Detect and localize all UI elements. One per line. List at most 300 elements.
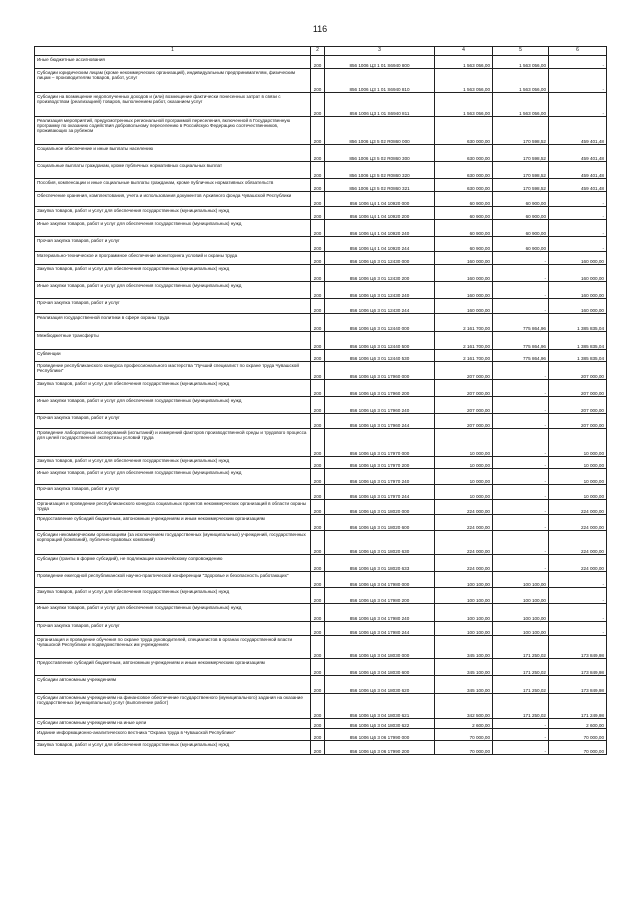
row-approved-cell: 345 100,00 [435,636,493,659]
row-line-code-cell: 200 [311,469,325,485]
table-row [35,531,607,555]
row-line-code-cell: 200 [311,515,325,531]
row-line-code-cell: 200 [311,636,325,659]
row-remaining-cell: - [549,56,607,69]
table-row [35,117,607,145]
row-name-cell [35,282,311,299]
row-executed-cell: 60 900,00 [493,192,549,207]
row-approved-cell: 2 161 700,00 [435,350,493,362]
row-line-code-cell: 200 [311,397,325,414]
column-header-6: 6 [549,47,607,56]
table-row [35,220,607,237]
row-name-cell [35,469,311,485]
row-line-code-cell: 200 [311,414,325,429]
row-budget-code-cell: 856 1006 Ц6 3 01 18020 000 [325,500,435,515]
row-executed-cell: - [493,380,549,397]
row-approved-cell: 10 000,00 [435,485,493,500]
row-remaining-cell: - [549,588,607,604]
row-executed-cell: 100 100,00 [493,604,549,622]
row-executed-cell: 775 864,96 [493,332,549,350]
row-name-cell [35,192,311,207]
table-row [35,332,607,350]
table-row [35,162,607,179]
row-executed-cell: - [493,397,549,414]
row-budget-code-cell: 856 1006 Ц6 3 01 18020 630 [325,531,435,555]
row-remaining-cell: - [549,69,607,93]
table-row [35,636,607,659]
row-name-text: Реализация государственной политики в сфере охраны труда [37,315,170,320]
row-budget-code-cell: 856 1006 Ц6 3 04 17980 240 [325,604,435,622]
row-name-text: Субвенции [37,351,61,356]
row-name-cell [35,555,311,572]
table-body [35,56,607,755]
row-line-code-cell: 200 [311,500,325,515]
row-name-cell [35,729,311,741]
table-row [35,93,607,117]
column-header-4: 4 [435,47,493,56]
row-remaining-cell: 171 249,98 [549,694,607,719]
row-executed-cell: - [493,252,549,265]
row-name-cell [35,397,311,414]
row-executed-cell: 170 598,52 [493,179,549,192]
row-name-cell [35,350,311,362]
row-line-code-cell: 200 [311,145,325,162]
row-remaining-cell: 173 849,98 [549,659,607,676]
row-approved-cell: 207 000,00 [435,362,493,380]
row-name-text: Организация и проведение обучения по охране труда руководителей, специалистов в органах государственной власти Чувашской Республики и подведомственных им учреждениях [37,637,293,648]
row-name-text: Субсидии некоммерческим организациям (за исключением государственных (муниципальных) учреждений, государственных корпораций (компаний), публично-правовых компаний) [37,532,306,543]
row-name-text: Прочая закупка товаров, работ и услуг [37,486,120,491]
row-executed-cell: - [493,299,549,314]
row-line-code-cell: 200 [311,676,325,694]
table-row [35,314,607,332]
row-line-code-cell: 200 [311,252,325,265]
row-name-text: Предоставление субсидий бюджетным, автономным учреждениям и иным некоммерческим организациям [37,516,265,521]
row-line-code-cell: 200 [311,192,325,207]
table-row [35,265,607,282]
budget-execution-table [34,46,607,755]
row-approved-cell: 2 600,00 [435,719,493,729]
row-budget-code-cell: 856 1006 Ц4 1 04 10920 200 [325,207,435,220]
row-executed-cell: - [493,729,549,741]
column-header-2: 2 [311,47,325,56]
row-executed-cell: 1 563 056,00 [493,56,549,69]
column-header-5: 5 [493,47,549,56]
row-name-text: Субсидии автономным учреждениям на иные цели [37,720,147,725]
row-line-code-cell: 200 [311,457,325,469]
row-name-text: Проведение республиканского конкурса профессионального мастерства "Лучший специалист по охране труда Чувашской Республики" [37,363,299,374]
row-remaining-cell: 173 849,98 [549,676,607,694]
row-line-code-cell: 200 [311,265,325,282]
row-budget-code-cell: 856 1006 Ц3 5 02 R0860 000 [325,117,435,145]
row-executed-cell: - [493,555,549,572]
row-budget-code-cell: 856 1006 Ц4 1 04 10920 240 [325,220,435,237]
row-budget-code-cell: 856 1006 Ц4 1 04 10920 000 [325,192,435,207]
row-name-cell [35,207,311,220]
row-remaining-cell: - [549,192,607,207]
table-row [35,588,607,604]
row-name-cell [35,694,311,719]
row-name-text: Иные закупки товаров, работ и услуг для обеспечения государственных (муниципальных) нужд [37,398,242,403]
row-name-text: Материально-техническое и программное обеспечение мониторинга условий и охраны труда [37,253,238,258]
row-name-text: Обеспечение хранения, комплектования, учета и использования документов Архивного фонда Чувашской Республики [37,193,292,198]
row-remaining-cell: 1 385 835,04 [549,350,607,362]
row-name-text: Закупка товаров, работ и услуг для обеспечения государственных (муниципальных) нужд [37,208,230,213]
row-budget-code-cell: 856 1006 Ц6 3 04 17980 000 [325,572,435,588]
row-remaining-cell: 459 401,48 [549,179,607,192]
row-name-text: Социальное обеспечение и иные выплаты населению [37,146,154,151]
row-remaining-cell: - [549,93,607,117]
row-executed-cell: 170 598,52 [493,117,549,145]
row-remaining-cell: 207 000,00 [549,397,607,414]
row-approved-cell: 60 900,00 [435,192,493,207]
row-approved-cell: 224 000,00 [435,531,493,555]
row-budget-code-cell: 856 1006 Ц6 3 01 12440 500 [325,332,435,350]
row-name-text: Иные закупки товаров, работ и услуг для обеспечения государственных (муниципальных) нужд [37,605,242,610]
row-name-text: Социальные выплаты гражданам, кроме публичных нормативных социальных выплат [37,163,223,168]
row-budget-code-cell: 856 1006 Ц6 3 01 12430 244 [325,299,435,314]
row-executed-cell: 775 864,96 [493,350,549,362]
row-remaining-cell: 10 000,00 [549,485,607,500]
table-row [35,237,607,252]
row-name-cell [35,588,311,604]
row-name-cell [35,719,311,729]
row-remaining-cell: 207 000,00 [549,362,607,380]
table-row [35,676,607,694]
row-remaining-cell: 2 600,00 [549,719,607,729]
table-row [35,145,607,162]
row-budget-code-cell: 856 1006 Ц4 1 04 10920 244 [325,237,435,252]
row-name-text: Закупка товаров, работ и услуг для обеспечения государственных (муниципальных) нужд [37,458,230,463]
row-name-cell [35,145,311,162]
row-budget-code-cell: 856 1006 Ц6 3 04 18030 000 [325,636,435,659]
row-line-code-cell: 200 [311,117,325,145]
row-remaining-cell: 173 849,98 [549,636,607,659]
row-line-code-cell: 200 [311,531,325,555]
row-approved-cell: 10 000,00 [435,457,493,469]
row-name-cell [35,515,311,531]
row-executed-cell: - [493,429,549,457]
row-approved-cell: 1 563 056,00 [435,69,493,93]
row-remaining-cell: - [549,604,607,622]
row-approved-cell: 70 000,00 [435,741,493,755]
row-name-cell [35,332,311,350]
row-budget-code-cell: 856 1006 Ц6 3 01 18020 600 [325,515,435,531]
table-row [35,362,607,380]
row-budget-code-cell: 856 1006 Ц6 3 01 12430 000 [325,252,435,265]
table-row [35,500,607,515]
table-row [35,555,607,572]
row-approved-cell: 207 000,00 [435,414,493,429]
row-budget-code-cell: 856 1006 Ц6 3 04 18030 622 [325,719,435,729]
table-row [35,192,607,207]
table-row [35,414,607,429]
row-name-text: Иные бюджетные ассигнования [37,57,105,62]
row-budget-code-cell: 856 1006 Ц6 3 04 17980 200 [325,588,435,604]
row-name-cell [35,252,311,265]
table-row [35,179,607,192]
row-name-text: Прочая закупка товаров, работ и услуг [37,238,120,243]
row-remaining-cell: 1 385 835,04 [549,314,607,332]
table-row [35,719,607,729]
row-line-code-cell: 200 [311,659,325,676]
row-name-text: Субсидии (гранты в форме субсидий), не подлежащие казначейскому сопровождению [37,556,223,561]
row-remaining-cell: 160 000,00 [549,282,607,299]
row-budget-code-cell: 856 1006 Ц6 3 06 17990 200 [325,741,435,755]
row-line-code-cell: 200 [311,572,325,588]
row-line-code-cell: 200 [311,179,325,192]
row-approved-cell: 630 000,00 [435,145,493,162]
row-name-cell [35,380,311,397]
row-name-cell [35,741,311,755]
row-line-code-cell: 200 [311,694,325,719]
table-row [35,741,607,755]
row-name-text: Субсидии автономным учреждениям на финансовое обеспечение государственного (муниципального) задания на оказание государственных (муниципальных) услуг (выполнение работ) [37,695,303,706]
table-row [35,207,607,220]
row-executed-cell: 100 100,00 [493,572,549,588]
row-executed-cell: 170 598,52 [493,162,549,179]
row-remaining-cell: 224 000,00 [549,515,607,531]
row-approved-cell: 160 000,00 [435,299,493,314]
row-name-text: Предоставление субсидий бюджетным, автономным учреждениям и иным некоммерческим организациям [37,660,265,665]
row-remaining-cell: - [549,622,607,636]
row-remaining-cell: 1 385 835,04 [549,332,607,350]
row-budget-code-cell: 856 1006 Ц6 3 04 18030 621 [325,694,435,719]
row-approved-cell: 207 000,00 [435,397,493,414]
row-executed-cell: 60 900,00 [493,237,549,252]
table-row [35,622,607,636]
row-executed-cell: 60 900,00 [493,220,549,237]
row-name-text: Прочая закупка товаров, работ и услуг [37,415,120,420]
table-row [35,429,607,457]
row-approved-cell: 70 000,00 [435,729,493,741]
row-remaining-cell: 459 401,48 [549,162,607,179]
row-remaining-cell: - [549,572,607,588]
row-budget-code-cell: 856 1006 Ц6 3 04 17980 244 [325,622,435,636]
table-row [35,572,607,588]
row-budget-code-cell: 856 1006 Ц3 1 01 S6940 800 [325,56,435,69]
row-name-cell [35,314,311,332]
row-name-cell [35,179,311,192]
row-name-text: Пособия, компенсации и иные социальные выплаты гражданам, кроме публичных нормативных обязательств [37,180,274,185]
table-row [35,56,607,69]
row-approved-cell: 224 000,00 [435,555,493,572]
row-budget-code-cell: 856 1006 Ц6 3 01 17970 240 [325,469,435,485]
row-line-code-cell: 200 [311,237,325,252]
row-approved-cell: 160 000,00 [435,265,493,282]
row-approved-cell: 160 000,00 [435,252,493,265]
row-approved-cell: 100 100,00 [435,588,493,604]
row-line-code-cell: 200 [311,207,325,220]
row-name-cell [35,531,311,555]
row-approved-cell: 10 000,00 [435,429,493,457]
row-line-code-cell: 200 [311,314,325,332]
row-approved-cell: 345 100,00 [435,659,493,676]
row-approved-cell: 2 161 700,00 [435,332,493,350]
row-approved-cell: 160 000,00 [435,282,493,299]
row-name-text: Реализация мероприятий, предусмотренных региональной программой переселения, включенной в Государственную программу по оказанию содействия добровольному переселению в Российскую Федерацию соотечественников, проживающих за рубежом [37,118,291,134]
row-name-cell [35,604,311,622]
table-row [35,515,607,531]
row-approved-cell: 224 000,00 [435,500,493,515]
row-remaining-cell: 10 000,00 [549,469,607,485]
table-row [35,69,607,93]
row-budget-code-cell: 856 1006 Ц6 3 01 12440 000 [325,314,435,332]
row-executed-cell: - [493,741,549,755]
row-name-text: Субсидии на возмещение недополученных доходов и (или) возмещение фактически понесенных затрат в связи с производством (реализацией) товаров, выполнением работ, оказанием услуг [37,94,281,105]
row-name-cell [35,676,311,694]
row-name-cell [35,56,311,69]
row-executed-cell: - [493,265,549,282]
row-name-text: Закупка товаров, работ и услуг для обеспечения государственных (муниципальных) нужд [37,381,230,386]
row-executed-cell: - [493,485,549,500]
row-remaining-cell: 10 000,00 [549,457,607,469]
row-approved-cell: 100 100,00 [435,622,493,636]
column-header-1: 1 [35,47,311,56]
row-executed-cell: 100 100,00 [493,622,549,636]
row-line-code-cell: 200 [311,56,325,69]
row-name-text: Закупка товаров, работ и услуг для обеспечения государственных (муниципальных) нужд [37,266,230,271]
row-executed-cell: - [493,719,549,729]
row-executed-cell: - [493,469,549,485]
row-budget-code-cell: 856 1006 Ц3 5 02 R0860 300 [325,145,435,162]
row-line-code-cell: 200 [311,93,325,117]
table-row [35,397,607,414]
row-approved-cell: 630 000,00 [435,179,493,192]
row-line-code-cell: 200 [311,588,325,604]
column-header-3: 3 [325,47,435,56]
row-budget-code-cell: 856 1006 Ц6 3 01 12430 240 [325,282,435,299]
row-approved-cell: 10 000,00 [435,469,493,485]
row-line-code-cell: 200 [311,622,325,636]
row-executed-cell: 60 900,00 [493,207,549,220]
row-remaining-cell: 224 000,00 [549,555,607,572]
row-executed-cell: - [493,515,549,531]
row-line-code-cell: 200 [311,719,325,729]
column-number-row [35,47,607,56]
row-line-code-cell: 200 [311,69,325,93]
row-budget-code-cell: 856 1006 Ц3 1 01 S6940 811 [325,93,435,117]
row-executed-cell: 171 250,02 [493,694,549,719]
row-approved-cell: 100 100,00 [435,572,493,588]
row-executed-cell: - [493,457,549,469]
row-approved-cell: 60 900,00 [435,207,493,220]
row-name-text: Межбюджетные трансферты [37,333,99,338]
row-approved-cell: 345 100,00 [435,676,493,694]
row-name-cell [35,485,311,500]
row-budget-code-cell: 856 1006 Ц6 3 01 17960 200 [325,380,435,397]
row-executed-cell: 170 598,52 [493,145,549,162]
row-name-text: Проведение ежегодной республиканской научно-практической конференции "Здоровье и безопасность работающих" [37,573,289,578]
row-approved-cell: 1 563 056,00 [435,93,493,117]
row-approved-cell: 60 900,00 [435,220,493,237]
row-name-text: Издание информационно-аналитического вестника "Охрана труда в Чувашской Республике" [37,730,236,735]
row-budget-code-cell: 856 1006 Ц6 3 01 17970 000 [325,429,435,457]
row-name-cell [35,220,311,237]
row-remaining-cell: - [549,207,607,220]
row-name-cell [35,117,311,145]
row-remaining-cell: 224 000,00 [549,531,607,555]
row-remaining-cell: - [549,220,607,237]
row-remaining-cell: 160 000,00 [549,299,607,314]
row-remaining-cell: 207 000,00 [549,414,607,429]
row-name-cell [35,429,311,457]
row-approved-cell: 224 000,00 [435,515,493,531]
row-budget-code-cell: 856 1006 Ц6 3 01 12430 200 [325,265,435,282]
row-budget-code-cell: 856 1006 Ц3 1 01 S6940 810 [325,69,435,93]
row-budget-code-cell: 856 1006 Ц6 3 01 12440 530 [325,350,435,362]
table-row [35,457,607,469]
row-name-text: Иные закупки товаров, работ и услуг для обеспечения государственных (муниципальных) нужд [37,470,242,475]
row-name-cell [35,362,311,380]
row-remaining-cell: - [549,237,607,252]
row-approved-cell: 630 000,00 [435,162,493,179]
row-name-cell [35,299,311,314]
row-line-code-cell: 200 [311,332,325,350]
row-line-code-cell: 200 [311,729,325,741]
row-name-text: Организация и проведение республиканского конкурса социальных проектов некоммерческих организаций в области охраны труда [37,501,307,512]
row-executed-cell: 775 864,96 [493,314,549,332]
row-name-cell [35,414,311,429]
row-name-text: Прочая закупка товаров, работ и услуг [37,300,120,305]
row-executed-cell: 171 250,02 [493,636,549,659]
row-budget-code-cell: 856 1006 Ц6 3 01 17970 244 [325,485,435,500]
row-name-text: Прочая закупка товаров, работ и услуг [37,623,120,628]
row-budget-code-cell: 856 1006 Ц6 3 01 17960 244 [325,414,435,429]
row-remaining-cell: 459 401,48 [549,117,607,145]
row-remaining-cell: 160 000,00 [549,265,607,282]
row-line-code-cell: 200 [311,380,325,397]
row-approved-cell: 1 563 056,00 [435,56,493,69]
row-line-code-cell: 200 [311,555,325,572]
row-line-code-cell: 200 [311,299,325,314]
row-line-code-cell: 200 [311,741,325,755]
table-row [35,729,607,741]
row-executed-cell: 100 100,00 [493,588,549,604]
row-executed-cell: 1 563 056,00 [493,69,549,93]
row-line-code-cell: 200 [311,485,325,500]
row-name-cell [35,457,311,469]
row-name-cell [35,237,311,252]
row-name-cell [35,636,311,659]
table-row [35,299,607,314]
row-line-code-cell: 200 [311,362,325,380]
row-name-text: Проведение лабораторных исследований (испытаний) и измерений факторов производственной среды и трудового процесса для целей государственной экспертизы условий труда [37,430,307,441]
row-approved-cell: 100 100,00 [435,604,493,622]
row-executed-cell: - [493,500,549,515]
table-row [35,252,607,265]
row-executed-cell: - [493,362,549,380]
row-name-cell [35,622,311,636]
row-budget-code-cell: 856 1006 Ц6 3 01 18020 633 [325,555,435,572]
row-name-cell [35,93,311,117]
row-executed-cell: - [493,282,549,299]
table-row [35,659,607,676]
row-line-code-cell: 200 [311,350,325,362]
table-row [35,350,607,362]
row-budget-code-cell: 856 1006 Ц6 3 04 18030 600 [325,659,435,676]
row-executed-cell: - [493,531,549,555]
row-budget-code-cell: 856 1006 Ц6 3 01 17960 240 [325,397,435,414]
row-executed-cell: - [493,414,549,429]
row-name-cell [35,265,311,282]
row-name-text: Субсидии юридическим лицам (кроме некоммерческих организаций), индивидуальным предпринимателям, физическим лицам – производителям товаров, работ, услуг [37,70,296,81]
row-remaining-cell: 207 000,00 [549,380,607,397]
row-name-cell [35,69,311,93]
page-number: 116 [312,24,328,34]
table-row [35,469,607,485]
table-row [35,604,607,622]
